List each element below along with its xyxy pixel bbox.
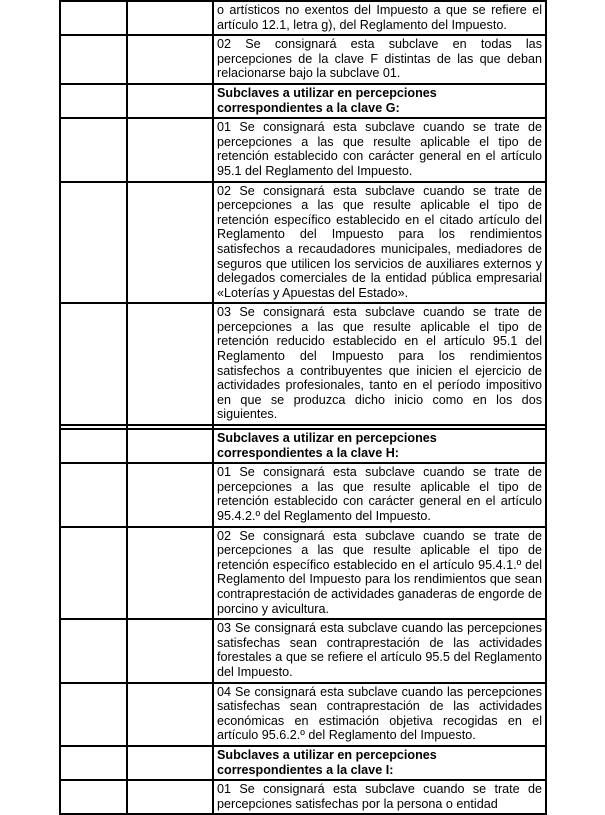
clave-cell [60,746,127,780]
subclave-cell [127,746,213,780]
description-cell: 01 Se consignará esta subclave cuando se trate de percepciones a las que resulte aplicable el tipo de retención establecido con carácter general en el artículo 95.1 del Reglamento del Impuesto. [213,118,546,181]
table-row [60,527,546,620]
description-cell: 02 Se consignará esta subclave cuando se trate de percepciones a las que resulte aplicable el tipo de retención específico establecido en el artículo 95.4.1.º del Reglamento del Impuesto para los rendimientos que sean contraprestación de actividades ganaderas de engorde de porcino y avicultura. [213,527,546,620]
subclave-cell [127,780,213,814]
table-row [60,118,546,181]
description-cell: 01 Se consignará esta subclave cuando se trate de percepciones satisfechas por la persona o entidad [213,780,546,814]
clave-cell [60,118,127,181]
subclave-cell [127,429,213,463]
subclave-cell [127,182,213,304]
clave-cell [60,780,127,814]
clave-cell [60,182,127,304]
clave-cell [60,1,127,35]
description-cell: 02 Se consignará esta subclave en todas las percepciones de la clave F distintas de las que deban relacionarse bajo la subclave 01. [213,35,546,84]
description-cell: 02 Se consignará esta subclave cuando se trate de percepciones a las que resulte aplicable el tipo de retención específico establecido en el citado artículo del Reglamento del Impuesto para los rendimientos satisfechos a recaudadores municipales, mediadores de seguros que utilicen los servicios de auxiliares externos y delegados comerciales de la entidad pública empresarial «Loterías y Apuestas del Estado». [213,182,546,304]
table-row [60,780,546,814]
section-heading: Subclaves a utilizar en percepciones correspondientes a la clave H: [213,429,546,463]
subclave-cell [127,35,213,84]
clave-cell [60,527,127,620]
subclave-cell [127,118,213,181]
subclave-cell [127,619,213,682]
subclave-cell [127,463,213,526]
table-row [60,303,546,425]
description-cell: o artísticos no exentos del Impuesto a que se refiere el artículo 12.1, letra g), del Reglamento del Impuesto. [213,1,546,35]
subclave-cell [127,84,213,118]
clave-cell [60,35,127,84]
subclave-cell [127,1,213,35]
clave-cell [60,84,127,118]
section-heading: Subclaves a utilizar en percepciones correspondientes a la clave I: [213,746,546,780]
subclave-cell [127,527,213,620]
table-row [60,35,546,84]
subclave-cell [127,303,213,425]
clave-cell [60,463,127,526]
clave-cell [60,619,127,682]
subclave-cell [127,683,213,746]
table-heading-row [60,746,546,780]
table-row [60,619,546,682]
table-heading-row [60,429,546,463]
clave-cell [60,303,127,425]
table-row [60,463,546,526]
table-row [60,182,546,304]
description-cell: 01 Se consignará esta subclave cuando se trate de percepciones a las que resulte aplicable el tipo de retención establecido con carácter general en el artículo 95.4.2.º del Reglamento del Impuesto. [213,463,546,526]
clave-cell [60,429,127,463]
table-row [60,1,546,35]
table-row [60,683,546,746]
description-cell: 04 Se consignará esta subclave cuando las percepciones satisfechas sean contraprestación de las actividades económicas en estimación objetiva recogidas en el artículo 95.6.2.º del Reglamento del Impuesto. [213,683,546,746]
subclave-table [59,0,547,815]
table-heading-row [60,84,546,118]
description-cell: 03 Se consignará esta subclave cuando las percepciones satisfechas sean contraprestación de las actividades forestales a que se refiere el artículo 95.5 del Reglamento del Impuesto. [213,619,546,682]
section-heading: Subclaves a utilizar en percepciones correspondientes a la clave G: [213,84,546,118]
description-cell: 03 Se consignará esta subclave cuando se trate de percepciones a las que resulte aplicable el tipo de retención reducido establecido en el artículo 95.1 del Reglamento del Impuesto para los rendimientos satisfechos a contribuyentes que inicien el ejercicio de actividades profesionales, tanto en el período impositivo en que se produzca dicho inicio como en los dos siguientes. [213,303,546,425]
clave-cell [60,683,127,746]
